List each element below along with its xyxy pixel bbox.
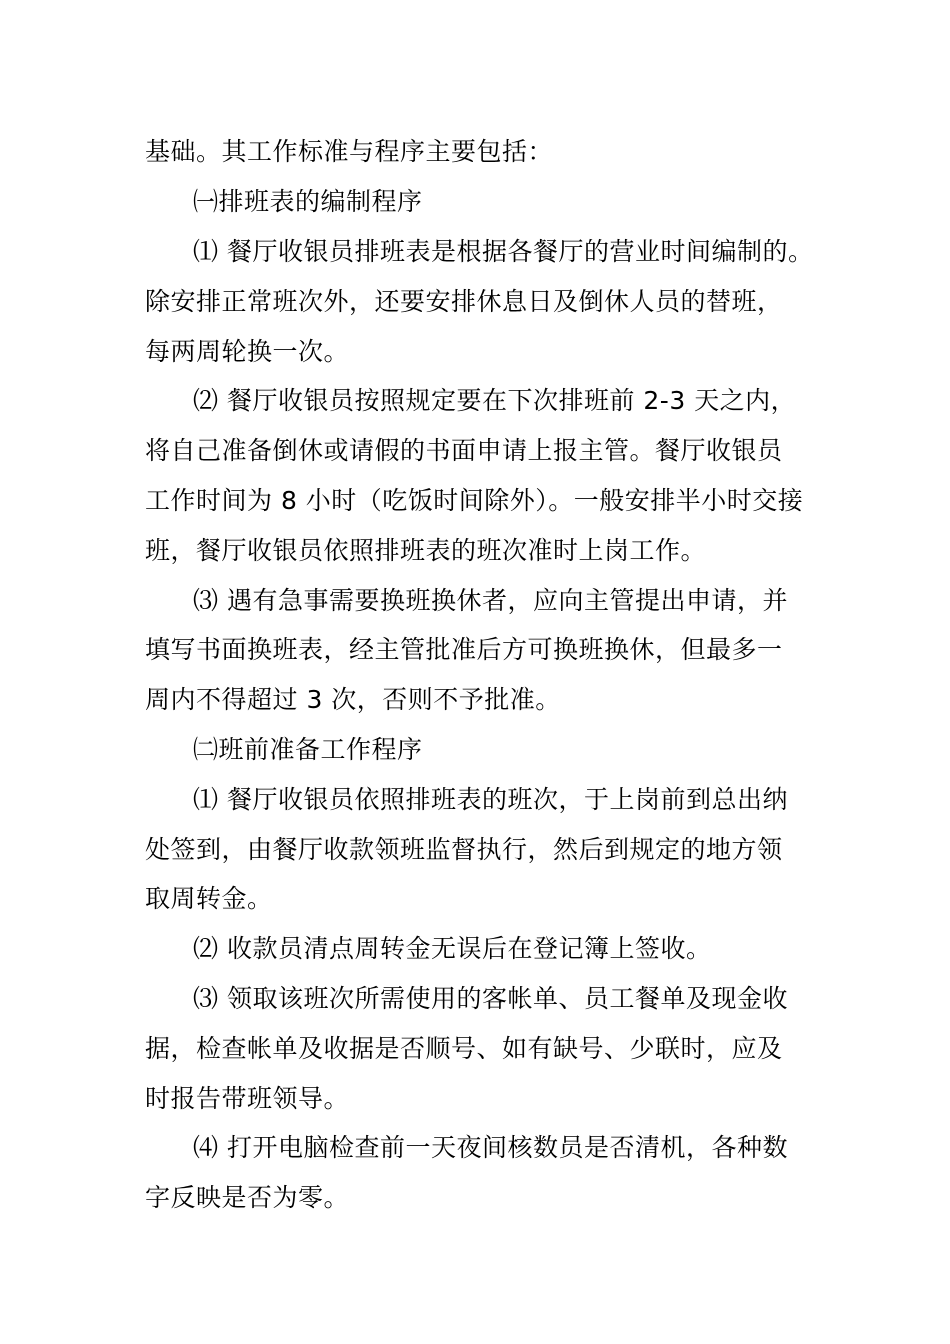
paragraph-line: 基础。其工作标准与程序主要包括： bbox=[145, 137, 554, 166]
paragraph-line: 字反映是否为零。 bbox=[145, 1183, 350, 1212]
paragraph-line: ⑵ 收款员清点周转金无误后在登记簿上签收。 bbox=[193, 934, 712, 963]
paragraph-line: ⑶ 领取该班次所需使用的客帐单、员工餐单及现金收 bbox=[193, 984, 788, 1013]
paragraph-line: 周内不得超过 3 次，否则不予批准。 bbox=[145, 685, 561, 714]
paragraph-line: 每两周轮换一次。 bbox=[145, 337, 350, 366]
paragraph-line: ⑷ 打开电脑检查前一天夜间核数员是否清机，各种数 bbox=[193, 1133, 788, 1162]
paragraph-line: 时报告带班领导。 bbox=[145, 1084, 350, 1113]
paragraph-line: 处签到，由餐厅收款领班监督执行，然后到规定的地方领 bbox=[145, 835, 783, 864]
paragraph-line: 将自己准备倒休或请假的书面申请上报主管。餐厅收银员 bbox=[145, 436, 783, 465]
paragraph-line: 工作时间为 8 小时（吃饭时间除外）。一般安排半小时交接 bbox=[145, 486, 804, 515]
paragraph-line: 班，餐厅收银员依照排班表的班次准时上岗工作。 bbox=[145, 536, 707, 565]
section-heading-2: ㈡班前准备工作程序 bbox=[193, 735, 423, 764]
paragraph-line: 填写书面换班表，经主管批准后方可换班换休，但最多一 bbox=[145, 635, 783, 664]
paragraph-line: 除安排正常班次外，还要安排休息日及倒休人员的替班， bbox=[145, 287, 783, 316]
paragraph-line: ⑵ 餐厅收银员按照规定要在下次排班前 2-3 天之内， bbox=[193, 386, 797, 415]
paragraph-line: ⑴ 餐厅收银员依照排班表的班次，于上岗前到总出纳 bbox=[193, 785, 788, 814]
paragraph-line: ⑶ 遇有急事需要换班换休者，应向主管提出申请，并 bbox=[193, 586, 788, 615]
paragraph-line: ⑴ 餐厅收银员排班表是根据各餐厅的营业时间编制的。 bbox=[193, 237, 814, 266]
paragraph-line: 据，检查帐单及收据是否顺号、如有缺号、少联时，应及 bbox=[145, 1034, 783, 1063]
section-heading-1: ㈠排班表的编制程序 bbox=[193, 187, 423, 216]
paragraph-line: 取周转金。 bbox=[145, 884, 273, 913]
